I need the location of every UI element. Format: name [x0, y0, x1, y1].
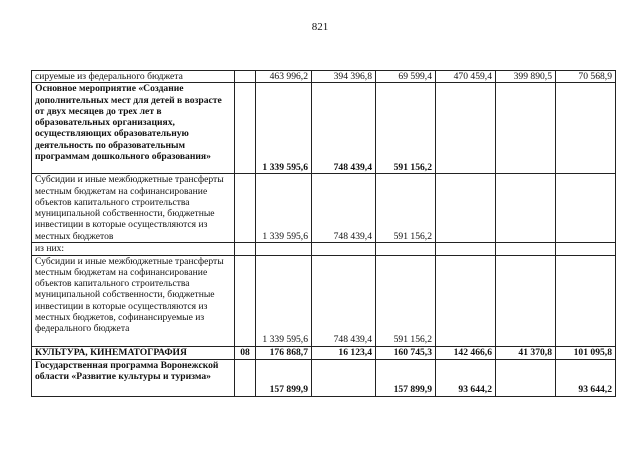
amount-cell — [376, 243, 436, 255]
amount-cell: 591 156,2 — [376, 255, 436, 346]
amount-cell: 591 156,2 — [376, 83, 436, 174]
amount-cell: 470 459,4 — [436, 71, 496, 83]
amount-cell — [256, 243, 312, 255]
amount-cell — [556, 255, 616, 346]
section-code — [235, 174, 256, 243]
section-code — [235, 359, 256, 396]
table-row — [32, 359, 616, 396]
amount-cell: 41 370,8 — [496, 346, 556, 359]
section-code — [235, 71, 256, 83]
amount-cell — [496, 83, 556, 174]
page-number: 821 — [311, 21, 329, 33]
amount-cell: 463 996,2 — [256, 71, 312, 83]
row-name: Основное мероприятие «Создание дополнительных мест для детей в возрасте от двух месяцев до трех лет в образовательных организациях, осуществляющих образовательную деятельность по образовательным программам дошкольного образования» — [32, 83, 235, 174]
amount-cell: 93 644,2 — [436, 359, 496, 396]
table-row — [32, 174, 616, 243]
amount-cell: 160 745,3 — [376, 346, 436, 359]
amount-cell — [312, 243, 376, 255]
amount-cell: 399 890,5 — [496, 71, 556, 83]
amount-cell: 176 868,7 — [256, 346, 312, 359]
amount-cell: 1 339 595,6 — [256, 83, 312, 174]
amount-cell: 157 899,9 — [376, 359, 436, 396]
amount-cell: 748 439,4 — [312, 83, 376, 174]
section-code — [235, 243, 256, 255]
amount-cell — [436, 243, 496, 255]
row-name: Государственная программа Воронежской области «Развитие культуры и туризма» — [32, 359, 235, 396]
table-row — [32, 71, 616, 83]
row-name: КУЛЬТУРА, КИНЕМАТОГРАФИЯ — [32, 346, 235, 359]
amount-cell — [496, 255, 556, 346]
amount-cell — [436, 174, 496, 243]
amount-cell: 93 644,2 — [556, 359, 616, 396]
table-row — [32, 83, 616, 174]
amount-cell — [556, 243, 616, 255]
amount-cell — [496, 174, 556, 243]
section-code — [235, 83, 256, 174]
amount-cell — [496, 243, 556, 255]
row-name: Субсидии и иные межбюджетные трансферты местным бюджетам на софинансирование объектов капитального строительства муниципальной собственности, бюджетные инвестиции в которые осуществляются из местных бюджетов, софинансируемые из федерального бюджета — [32, 255, 235, 346]
amount-cell: 748 439,4 — [312, 174, 376, 243]
table-row — [32, 243, 616, 255]
amount-cell: 16 123,4 — [312, 346, 376, 359]
amount-cell: 157 899,9 — [256, 359, 312, 396]
row-name: Субсидии и иные межбюджетные трансферты местным бюджетам на софинансирование объектов капитального строительства муниципальной собственности, бюджетные инвестиции в которые осуществляются из местных бюджетов — [32, 174, 235, 243]
amount-cell — [436, 83, 496, 174]
amount-cell: 1 339 595,6 — [256, 255, 312, 346]
amount-cell: 101 095,8 — [556, 346, 616, 359]
amount-cell: 1 339 595,6 — [256, 174, 312, 243]
amount-cell: 591 156,2 — [376, 174, 436, 243]
row-name: из них: — [32, 243, 235, 255]
amount-cell: 69 599,4 — [376, 71, 436, 83]
amount-cell — [312, 359, 376, 396]
amount-cell — [556, 83, 616, 174]
table-row — [32, 346, 616, 359]
amount-cell: 142 466,6 — [436, 346, 496, 359]
amount-cell: 394 396,8 — [312, 71, 376, 83]
amount-cell: 748 439,4 — [312, 255, 376, 346]
budget-table — [31, 70, 616, 397]
section-code: 08 — [235, 346, 256, 359]
row-name: сируемые из федерального бюджета — [32, 71, 235, 83]
amount-cell — [436, 255, 496, 346]
amount-cell — [496, 359, 556, 396]
amount-cell — [556, 174, 616, 243]
amount-cell: 70 568,9 — [556, 71, 616, 83]
section-code — [235, 255, 256, 346]
table-row — [32, 255, 616, 346]
